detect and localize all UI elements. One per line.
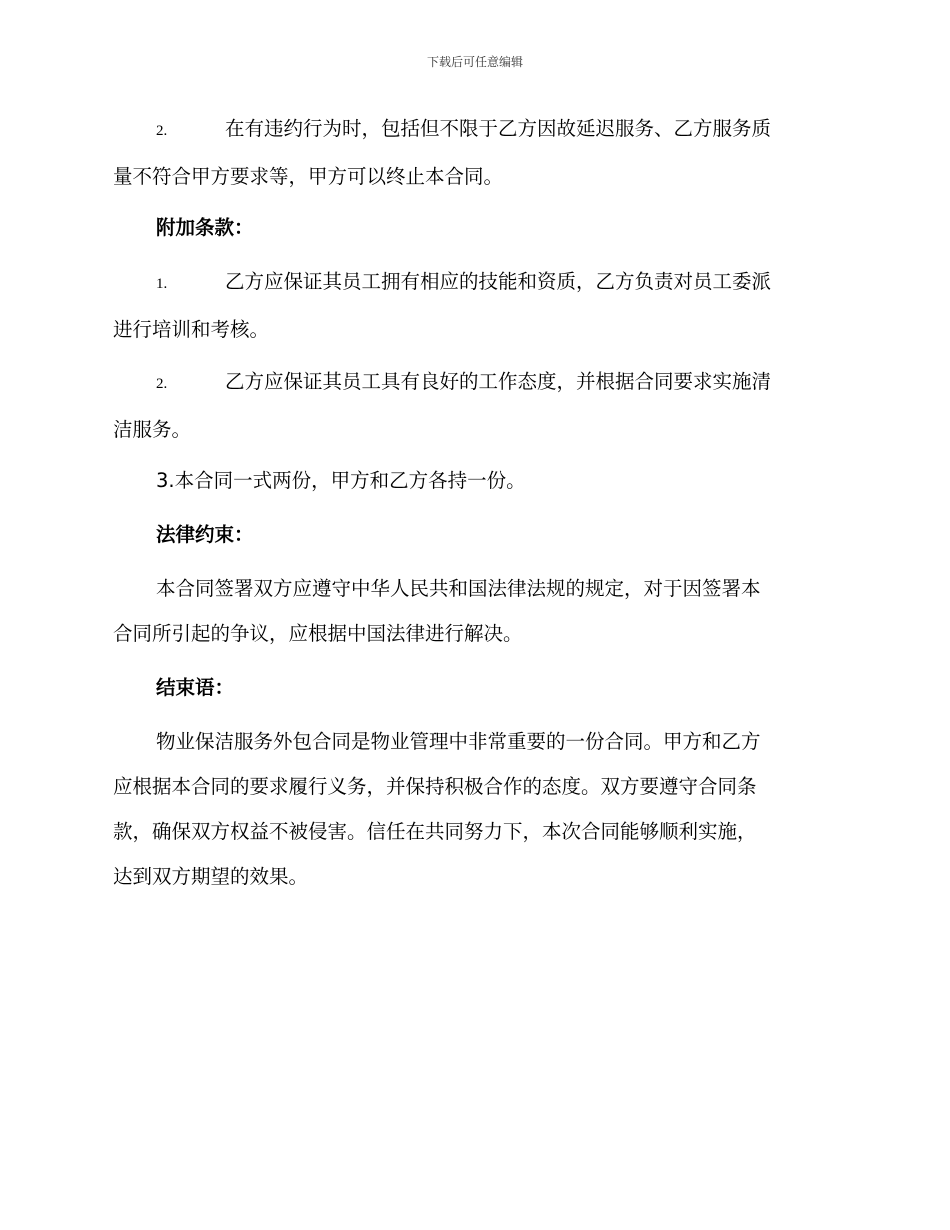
closing-paragraph — [113, 719, 843, 899]
paragraph-line: 本合同签署双方应遵守中华人民共和国法律法规的规定，对于因签署本 — [156, 577, 761, 600]
item-text-line: 乙方应保证其员工拥有相应的技能和资质，乙方负责对员工委派 — [225, 270, 772, 293]
item-number: 2. — [156, 376, 168, 392]
item-number: 1. — [156, 276, 168, 292]
closing-heading: 结束语： — [156, 676, 235, 699]
item-text-line: 进行培训和考核。 — [113, 318, 270, 341]
paragraph-line: 达到双方期望的效果。 — [113, 865, 309, 888]
item-text-line: 量不符合甲方要求等，甲方可以终止本合同。 — [113, 165, 504, 188]
paragraph-line: 款，确保双方权益不被侵害。信任在共同努力下，本次合同能够顺利实施， — [113, 820, 757, 843]
additional-terms-heading: 附加条款： — [156, 216, 254, 239]
additional-item-1 — [113, 259, 843, 352]
paragraph-line: 合同所引起的争议，应根据中国法律进行解决。 — [113, 622, 523, 645]
paragraph-line: 应根据本合同的要求履行义务，并保持积极合作的态度。双方要遵守合同条 — [113, 775, 757, 798]
legal-paragraph — [113, 566, 843, 656]
termination-item-2 — [113, 106, 843, 199]
item-number: 2. — [156, 123, 168, 139]
item-text-line: 乙方应保证其员工具有良好的工作态度，并根据合同要求实施清 — [225, 370, 772, 393]
additional-item-2 — [113, 359, 843, 452]
legal-constraints-heading: 法律约束： — [156, 523, 254, 546]
paragraph-line: 物业保洁服务外包合同是物业管理中非常重要的一份合同。甲方和乙方 — [156, 730, 761, 753]
additional-item-3: 3.本合同一式两份，甲方和乙方各持一份。 — [156, 469, 526, 492]
item-text-line: 在有违约行为时，包括但不限于乙方因故延迟服务、乙方服务质 — [225, 117, 772, 140]
page-header: 下载后可任意编辑 — [426, 55, 523, 69]
item-text-line: 洁服务。 — [113, 418, 192, 441]
